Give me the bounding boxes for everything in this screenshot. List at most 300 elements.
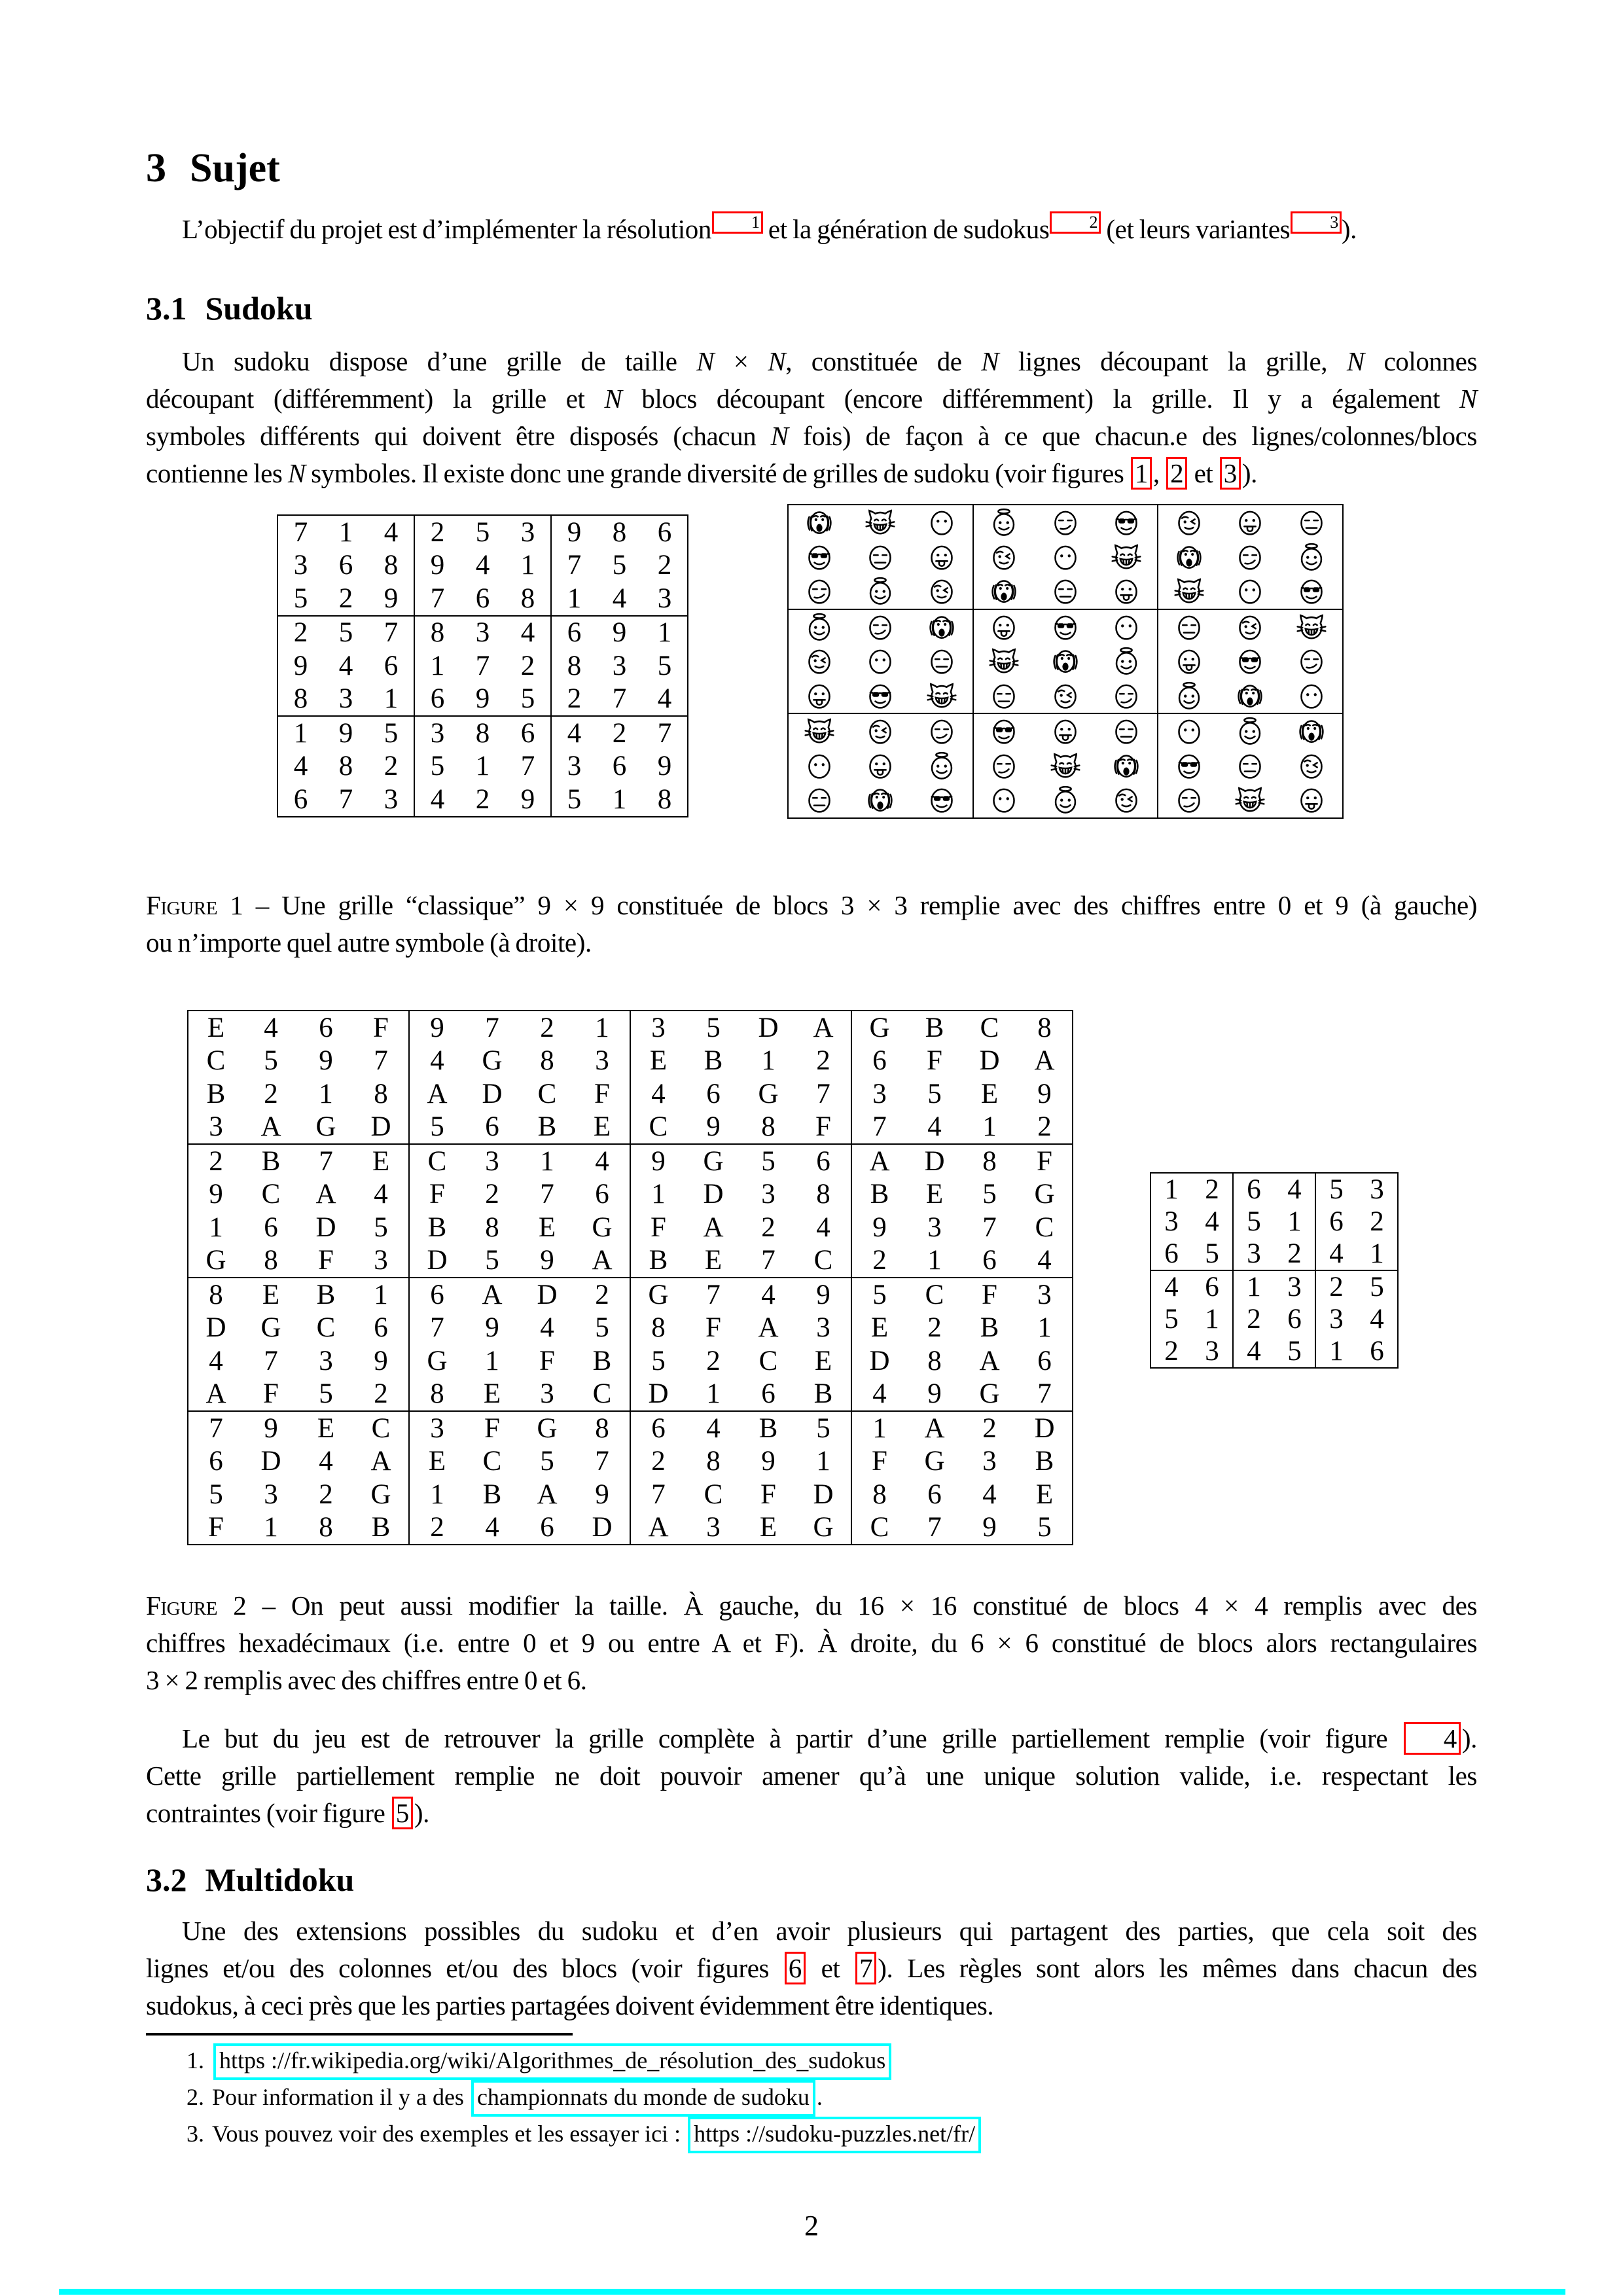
sudoku-grid	[277, 514, 688, 817]
grid-cell: 7	[293, 516, 308, 548]
grid-cell: 8	[293, 683, 308, 715]
grid-cell: 7	[485, 1012, 499, 1043]
grid-cell	[911, 713, 973, 749]
grid-cell: 5	[414, 750, 460, 783]
scream-icon	[1296, 716, 1327, 746]
grid-cell: D	[813, 1479, 834, 1510]
grid-cell: 8	[962, 1144, 1017, 1178]
grid-cell: 3	[338, 683, 353, 715]
grid-cell: 5	[1164, 1304, 1179, 1335]
footnote-item	[146, 2043, 1520, 2080]
no-mouth-icon	[865, 646, 895, 676]
grid-cell: 6	[551, 616, 597, 650]
grid-cell: A	[758, 1312, 779, 1344]
grid-cell: 1	[761, 1045, 776, 1077]
grid-cell: 2	[927, 1312, 942, 1344]
math-variable: N	[696, 346, 715, 376]
grid-cell: 1	[1164, 1174, 1179, 1205]
grid-cell: 4	[374, 1179, 388, 1210]
grid-cell: 4	[575, 1144, 630, 1178]
grid-cell: 6	[383, 650, 399, 681]
grid-cell: 2	[657, 550, 672, 581]
grid-cell	[911, 679, 973, 714]
grid-cell: F	[962, 1278, 1017, 1312]
grid-cell: 7	[264, 1345, 278, 1376]
grid-cell: 5	[706, 1012, 721, 1043]
text-line: lignes et/ou des colonnes et/ou des blocs (voir figures 6 et 7 ). Les règles sont alors les mêmes dans chacun des	[146, 1953, 1478, 1983]
figure-reference[interactable]: 2	[1166, 457, 1187, 490]
text-line: Figure 1 – Une grille “classique” 9 × 9 constituée de blocs 3 × 3 remplie avec des chiffres entre 0 et 9 (à gauche)	[146, 890, 1477, 920]
grid-cell: 1	[816, 1446, 830, 1477]
grid-cell: 5	[319, 1378, 333, 1410]
grid-cell: 6	[264, 1211, 278, 1243]
grid-cell: 8	[706, 1446, 721, 1477]
grid-cell: B	[243, 1144, 298, 1178]
grid-cell	[1281, 609, 1343, 645]
figure-reference[interactable]: 1	[1131, 457, 1152, 490]
grid-row	[788, 679, 1343, 714]
grid-cell: 8	[319, 1512, 333, 1543]
hyperlink[interactable]: championnats du monde de sudoku	[471, 2080, 815, 2117]
expressionless-icon	[927, 646, 957, 676]
grid-row	[188, 1077, 1073, 1111]
grid-cell: 6	[595, 1179, 609, 1210]
grid-cell: 7	[551, 549, 597, 583]
grid-cell: G	[630, 1278, 686, 1312]
footnote-rule	[146, 2033, 573, 2036]
sunglasses-icon	[865, 681, 895, 711]
grid-cell: 8	[575, 1411, 630, 1445]
halo-icon	[1296, 542, 1327, 572]
grid-cell: 2	[962, 1411, 1017, 1445]
grid-cell: F	[815, 1111, 831, 1143]
grid-cell: G	[592, 1211, 613, 1243]
grid-cell: G	[315, 1111, 336, 1143]
grid-cell: A	[851, 1144, 907, 1178]
footnote-number: 3.	[187, 2121, 204, 2147]
grid-cell	[973, 713, 1035, 749]
grid-cell	[1220, 609, 1281, 645]
grid-cell	[1281, 505, 1343, 540]
grid-cell: 4	[209, 1345, 223, 1376]
math-variable: N	[770, 421, 789, 451]
figure-reference[interactable]: 5	[392, 1797, 413, 1829]
grid-cell: 9	[551, 515, 597, 549]
grid-cell: B	[409, 1211, 465, 1244]
grid-cell: 5	[540, 1446, 554, 1477]
grid-cell: 8	[414, 616, 460, 650]
grid-cell	[1035, 609, 1096, 645]
tongue-out-icon	[804, 681, 834, 711]
grid-row	[788, 505, 1343, 540]
grid-cell: B	[1035, 1446, 1054, 1477]
grid-cell: 9	[485, 1312, 499, 1344]
grid-cell	[850, 574, 912, 609]
grid-cell: 9	[243, 1411, 298, 1445]
grid-cell: E	[243, 1278, 298, 1312]
grid-cell	[1035, 540, 1096, 575]
grid-cell: 3	[383, 783, 399, 815]
grid-cell	[850, 540, 912, 575]
grid-cell: 9	[540, 1245, 554, 1276]
grid-cell: E	[925, 1179, 944, 1210]
grid-cell	[1281, 540, 1343, 575]
grid-cell: G	[924, 1446, 945, 1477]
grid-cell: 6	[851, 1045, 907, 1078]
grid-cell: 2	[816, 1045, 830, 1077]
grid-cell: 4	[1287, 1174, 1302, 1205]
smirk-icon	[1235, 542, 1265, 572]
grid-cell: 9	[927, 1378, 942, 1410]
grid-cell: B	[813, 1378, 833, 1410]
grid-cell: E	[538, 1211, 556, 1243]
grid-cell: 2	[338, 583, 353, 614]
grid-row	[277, 716, 688, 750]
hyperlink[interactable]: https ://fr.wikipedia.org/wiki/Algorithmes_de_résolution_des_sudokus	[213, 2043, 891, 2080]
grid-cell: 6	[706, 1078, 721, 1109]
grid-cell	[1158, 609, 1220, 645]
grid-cell: 8	[374, 1078, 388, 1109]
grid-cell: F	[373, 1012, 389, 1043]
grinning-cat-icon	[804, 716, 834, 746]
grid-cell: 6	[761, 1378, 776, 1410]
grid-cell: 4	[851, 1378, 907, 1412]
smirk-icon	[1050, 507, 1080, 537]
grid-cell: 5	[630, 1344, 686, 1378]
grid-cell: 3	[319, 1345, 333, 1376]
grid-cell: 5	[612, 550, 627, 581]
figure2-hex-grid	[187, 1010, 1073, 1545]
grid-cell	[788, 749, 850, 783]
grid-cell: E	[980, 1078, 999, 1109]
grid-cell: D	[482, 1078, 503, 1109]
grid-row	[1150, 1270, 1398, 1303]
grid-cell: 1	[1037, 1312, 1052, 1344]
grid-cell: 9	[630, 1144, 686, 1178]
expressionless-icon	[1050, 576, 1080, 606]
grid-cell: 3	[595, 1045, 609, 1077]
grid-cell	[1035, 749, 1096, 783]
grinning-cat-icon	[1050, 751, 1080, 781]
grid-cell: B	[851, 1178, 907, 1211]
grid-cell: 1	[851, 1411, 907, 1445]
no-mouth-icon	[989, 785, 1019, 815]
grid-cell: G	[520, 1411, 575, 1445]
grid-cell	[1035, 644, 1096, 679]
grid-cell: 9	[595, 1479, 609, 1510]
text-line: L’objectif du projet est d’implémenter la résolution 1 et la génération de sudokus 2 (et leurs variantes 3 ).	[182, 213, 1357, 244]
grid-row	[188, 1344, 1073, 1378]
grid-cell: C	[482, 1446, 502, 1477]
tongue-out-icon	[865, 751, 895, 781]
grid-row	[188, 1011, 1073, 1045]
grid-cell: D	[1017, 1411, 1073, 1445]
expressionless-icon	[989, 681, 1019, 711]
expressionless-icon	[1235, 751, 1265, 781]
grid-cell	[973, 749, 1035, 783]
expressionless-icon	[865, 542, 895, 572]
grid-cell: 1	[612, 783, 627, 815]
grinning-cat-icon	[1235, 785, 1265, 815]
grid-cell	[911, 505, 973, 540]
figure1-emoji-grid	[787, 504, 1344, 819]
text-line: 3 × 2 remplis avec des chiffres entre 0 et 6.	[146, 1665, 587, 1695]
grid-cell: 2	[1370, 1206, 1384, 1237]
grid-cell: 7	[630, 1478, 686, 1511]
grid-cell: 2	[414, 515, 460, 549]
expressionless-icon	[1296, 507, 1327, 537]
grid-cell: 2	[264, 1078, 278, 1109]
wink-icon	[1050, 681, 1080, 711]
grid-cell: C	[409, 1144, 465, 1178]
grid-cell: 9	[982, 1512, 997, 1543]
sunglasses-icon	[1111, 507, 1141, 537]
grid-cell: 5	[1357, 1270, 1398, 1303]
grid-cell: A	[205, 1378, 226, 1410]
halo-icon	[1111, 646, 1141, 676]
grid-cell: C	[1035, 1211, 1054, 1243]
figure-reference[interactable]: 4	[1404, 1722, 1461, 1755]
section-title: Sujet	[190, 146, 280, 190]
no-mouth-icon	[1111, 612, 1141, 642]
grid-cell: 5	[264, 1045, 278, 1077]
grid-cell: 4	[1233, 1335, 1274, 1368]
grid-cell: 5	[1233, 1206, 1274, 1238]
grid-cell: 3	[630, 1011, 686, 1045]
grid-cell: 2	[520, 650, 535, 681]
grid-cell: 7	[761, 1245, 776, 1276]
grid-cell: B	[206, 1078, 226, 1109]
grid-cell: E	[851, 1312, 907, 1345]
grid-cell: A	[907, 1411, 962, 1445]
grid-cell: 1	[277, 716, 323, 750]
grid-cell: A	[537, 1479, 558, 1510]
grid-cell: 5	[485, 1245, 499, 1276]
grid-cell: C	[261, 1179, 281, 1210]
grid-row	[188, 1178, 1073, 1211]
grid-cell: A	[703, 1211, 724, 1243]
grid-cell	[850, 609, 912, 645]
tongue-out-icon	[1235, 507, 1265, 537]
scream-icon	[1111, 751, 1141, 781]
smirk-icon	[1296, 646, 1327, 676]
grid-cell: 2	[597, 716, 642, 750]
grid-cell: 5	[409, 1111, 465, 1145]
grid-cell: 5	[657, 650, 672, 681]
grid-row	[188, 1411, 1073, 1445]
grid-cell: 1	[383, 683, 399, 715]
footnote-item: 2. Pour information il y a des championnats du monde de sudoku .	[146, 2080, 1520, 2117]
grid-cell: 3	[209, 1111, 223, 1143]
grid-cell	[911, 783, 973, 818]
grid-cell: 3	[1274, 1270, 1315, 1303]
grid-cell: D	[409, 1244, 465, 1278]
grid-cell: 9	[374, 1345, 388, 1376]
grid-cell: 8	[612, 516, 627, 548]
grid-cell	[1158, 679, 1220, 714]
grid-row	[188, 1445, 1073, 1479]
grid-cell	[788, 644, 850, 679]
grid-cell: G	[979, 1378, 1000, 1410]
grid-cell: 1	[1315, 1335, 1357, 1368]
grid-cell: 6	[1037, 1345, 1052, 1376]
grid-cell: 6	[982, 1245, 997, 1276]
tongue-out-icon	[989, 612, 1019, 642]
grid-cell: 6	[1192, 1270, 1233, 1303]
footnote-number: 1.	[187, 2047, 204, 2073]
grid-cell: A	[370, 1446, 391, 1477]
text-line: contraintes (voir figure 5 ).	[146, 1798, 429, 1828]
grid-cell: 1	[642, 616, 688, 650]
grid-cell: B	[371, 1512, 391, 1543]
grid-cell: 3	[982, 1446, 997, 1477]
grid-cell: 1	[209, 1211, 223, 1243]
grid-cell: 3	[520, 516, 535, 548]
grid-cell	[850, 749, 912, 783]
grid-cell	[1220, 540, 1281, 575]
grid-cell: 1	[338, 516, 353, 548]
grid-cell: 1	[353, 1278, 409, 1312]
grid-row	[188, 1244, 1073, 1278]
grid-cell: 6	[374, 1312, 388, 1344]
footnote-item: 3. Vous pouvez voir des exemples et les essayer ici : https ://sudoku-puzzles.net/fr/	[146, 2117, 1520, 2153]
grid-cell: D	[630, 1378, 686, 1412]
figure-reference[interactable]: 6	[785, 1952, 806, 1984]
grid-cell: 7	[540, 1179, 554, 1210]
grid-cell: 3	[851, 1077, 907, 1111]
grid-cell	[1096, 713, 1158, 749]
footnote-marker[interactable]: 2	[1050, 211, 1101, 234]
sudoku-grid	[1150, 1172, 1399, 1369]
footnote-marker[interactable]: 1	[712, 211, 763, 234]
grid-cell	[911, 574, 973, 609]
grid-cell: 9	[475, 683, 490, 715]
grid-cell: 1	[409, 1478, 465, 1511]
grid-cell: B	[980, 1312, 999, 1344]
grid-cell	[1220, 713, 1281, 749]
grid-cell: 1	[1233, 1270, 1274, 1303]
grid-cell: F	[1017, 1144, 1073, 1178]
grid-cell: D	[370, 1111, 391, 1143]
grid-cell: 1	[706, 1378, 721, 1410]
hyperlink[interactable]: https ://sudoku-puzzles.net/fr/	[688, 2117, 981, 2153]
grid-row	[788, 609, 1343, 645]
grid-cell: A	[813, 1012, 834, 1043]
grid-cell: 6	[1164, 1238, 1179, 1269]
subsection-number: 3.2	[146, 1861, 187, 1898]
grid-row	[188, 1312, 1073, 1345]
halo-icon	[927, 751, 957, 781]
grid-cell: A	[1034, 1045, 1055, 1077]
grid-cell: 3	[1370, 1174, 1384, 1205]
figure-label: Figure	[146, 890, 218, 920]
grid-cell: D	[851, 1344, 907, 1378]
grid-cell: 8	[1037, 1012, 1052, 1043]
grid-cell: 3	[1233, 1238, 1274, 1270]
grid-cell: 2	[1233, 1303, 1274, 1335]
grid-cell	[788, 609, 850, 645]
sunglasses-icon	[1235, 646, 1265, 676]
grid-cell: 2	[374, 1378, 388, 1410]
grid-cell: D	[703, 1179, 724, 1210]
grid-cell	[1096, 540, 1158, 575]
grid-row	[788, 574, 1343, 609]
expressionless-icon	[1111, 716, 1141, 746]
no-mouth-icon	[1296, 681, 1327, 711]
grid-cell	[1096, 574, 1158, 609]
grid-cell: 8	[851, 1478, 907, 1511]
grid-cell: 6	[657, 516, 672, 548]
grid-row	[1150, 1206, 1398, 1238]
grid-cell: B	[630, 1244, 686, 1278]
grid-cell	[1158, 574, 1220, 609]
grid-cell: 9	[657, 751, 672, 782]
grid-cell: 8	[657, 783, 672, 815]
grid-cell: 2	[551, 683, 597, 717]
grid-cell	[1035, 505, 1096, 540]
grid-cell: 7	[338, 783, 353, 815]
grid-cell: 2	[1164, 1336, 1179, 1367]
grid-cell	[911, 540, 973, 575]
figure-reference[interactable]: 7	[855, 1952, 876, 1984]
sunglasses-icon	[1296, 576, 1327, 606]
grid-cell: 5	[595, 1312, 609, 1344]
grid-cell: C	[537, 1078, 557, 1109]
grid-cell: E	[207, 1012, 225, 1043]
grid-cell: G	[260, 1312, 281, 1344]
sudoku-description-paragraph	[146, 343, 1477, 492]
grid-cell: 4	[264, 1012, 278, 1043]
section-heading-sujet	[146, 145, 280, 191]
smirk-icon	[865, 612, 895, 642]
figure-reference[interactable]: 3	[1220, 457, 1241, 490]
grid-cell: 3	[293, 550, 308, 581]
text-line: Le but du jeu est de retrouver la grille complète à partir d’une grille partiellement remplie (voir figure 4 ).	[182, 1723, 1477, 1753]
grid-cell: 3	[1205, 1336, 1219, 1367]
grid-cell: 3	[460, 616, 505, 650]
grid-cell	[850, 644, 912, 679]
grid-cell: 9	[319, 1045, 333, 1077]
grid-row	[277, 515, 688, 549]
grid-cell: 6	[612, 751, 627, 782]
grid-cell: 6	[475, 583, 490, 614]
footnote-marker[interactable]: 3	[1291, 211, 1342, 234]
grid-row	[788, 644, 1343, 679]
scream-icon	[1174, 542, 1204, 572]
grid-cell: 6	[485, 1111, 499, 1143]
grid-cell: G	[758, 1078, 779, 1109]
grid-cell: F	[263, 1378, 279, 1410]
grid-cell: A	[315, 1179, 336, 1210]
grid-cell: 2	[575, 1278, 630, 1312]
text-line: contienne les N symboles. Il existe donc une grande diversité de grilles de sudoku (voir figures 1 , 2 et 3 ).	[146, 458, 1257, 488]
subsection-title: Sudoku	[205, 290, 313, 327]
grid-cell: 4	[1205, 1206, 1219, 1237]
grid-cell: 5	[1315, 1173, 1357, 1206]
grid-cell: 6	[505, 716, 551, 750]
grid-cell	[1281, 574, 1343, 609]
smirk-icon	[927, 716, 957, 746]
text-line: découpant (différemment) la grille et N blocs découpant (encore différemment) la grille. Il y a également N	[146, 384, 1477, 414]
grid-cell: 2	[383, 751, 399, 782]
grid-cell: 6	[927, 1479, 942, 1510]
grid-cell: 5	[851, 1278, 907, 1312]
grid-cell: 6	[630, 1411, 686, 1445]
grid-cell: 7	[188, 1411, 243, 1445]
grid-cell: F	[465, 1411, 520, 1445]
grid-cell: 9	[293, 650, 308, 681]
grid-cell: 2	[630, 1445, 686, 1479]
